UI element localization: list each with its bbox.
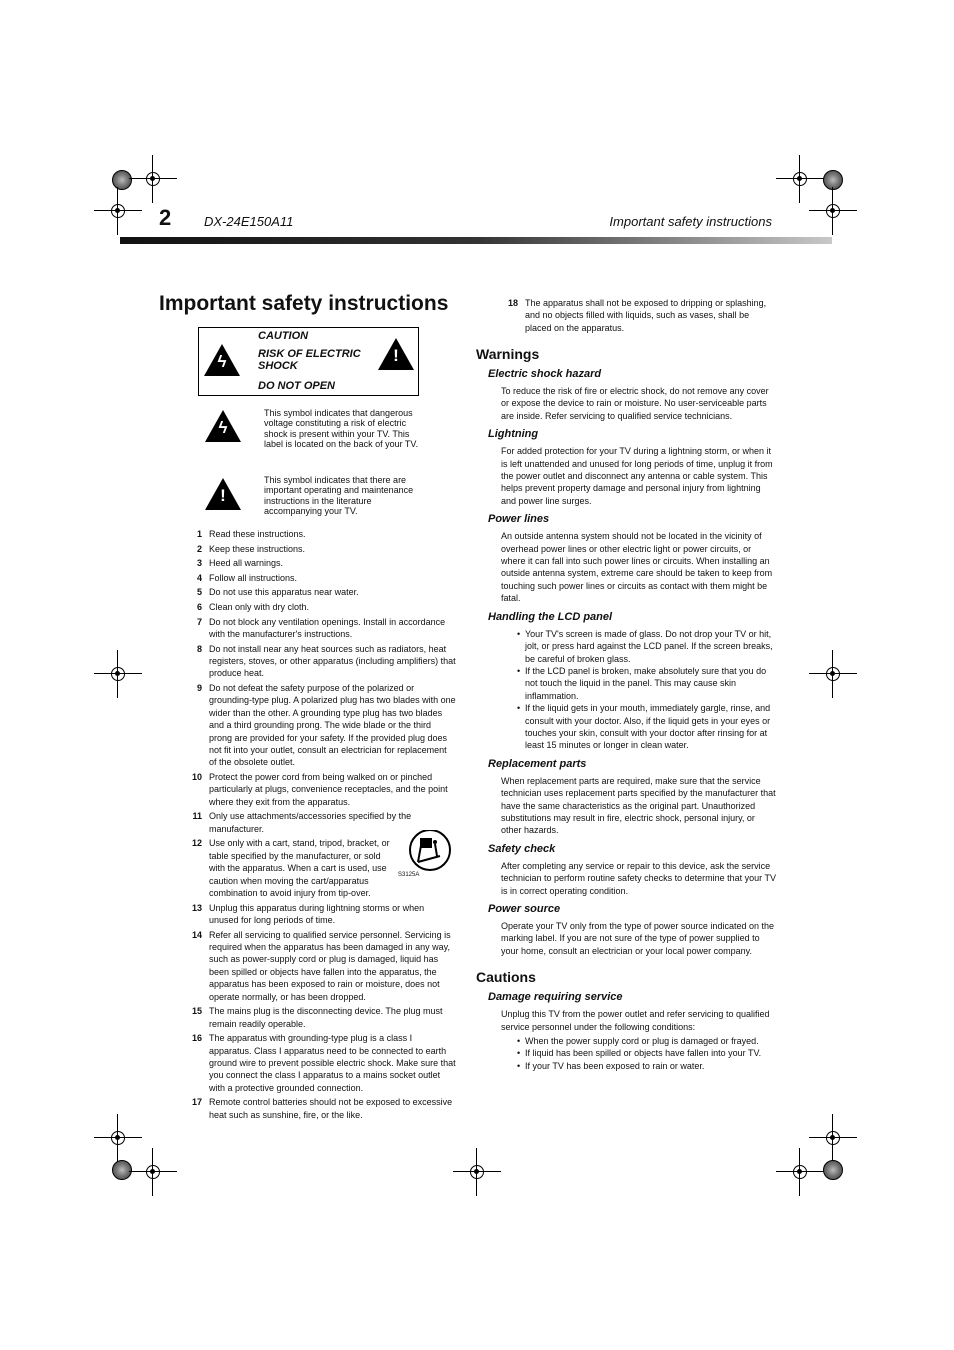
list-item: 4 Follow all instructions. [196,572,298,583]
power-source-heading: Power source [488,903,561,915]
power-lines-text: An outside antenna system should not be located in the vicinity of overhead power lines or other electric light or power circuits, or where it can fall into such power lines or circuits. When installing an outside antenna system, extreme care should be taken to keep from touching such power lines or circuits as contact with them might be fatal. [501,531,773,604]
damage-requiring-service-heading: Damage requiring service [488,991,623,1004]
list-item: 2 Keep these instructions. [196,543,306,554]
instruction-list-continued [502,297,774,336]
lightning-symbol-icon: ϟ [205,410,241,442]
instruction-list [186,528,456,1123]
list-item: 16 The apparatus with grounding-type plug is a class I apparatus. Class I apparatus need to be connected to earth ground wire to prevent possible electric shock. Make sure that you connect the class I apparatus to a mains socket outlet with a protective grounded connection. [191,1033,456,1093]
running-header-title: Important safety instructions [609,214,772,229]
caution-label-box [198,327,419,396]
crop-mark [788,167,812,191]
crop-mark [106,199,130,223]
power-lines-heading: Power lines [488,513,550,526]
list-item: 11 Only use attachments/accessories specified by the manufacturer. [192,811,412,834]
exclamation-warning-icon: ! [378,338,414,370]
cart-warning-icon [398,830,454,878]
registration-dot [823,170,843,190]
electric-shock-text: To reduce the risk of fire or electric shock, do not remove any cover or expose the device to rain or moisture. No user-serviceable parts are inside. Refer servicing to qualified service technicians. [501,386,769,421]
crop-mark [788,1160,812,1184]
cart-icon-label: S3125A [398,872,420,878]
registration-dot [823,1160,843,1180]
list-item: • When the power supply cord or plug is damaged or frayed. [517,1036,759,1047]
caution-label: CAUTION [258,330,309,342]
lightning-symbol-description: This symbol indicates that dangerous voltage constituting a risk of electric shock is present within your TV. This label is located on the back of your TV. [264,408,419,449]
crop-mark [106,1126,130,1150]
list-item: 7 Do not block any ventilation openings. Install in accordance with the manufacturer's instructions. [196,616,446,639]
list-item: 6 Clean only with dry cloth. [196,601,310,612]
lightning-warning-icon: ϟ [204,344,240,376]
exclamation-symbol-icon: ! [205,478,241,510]
crop-mark [821,662,845,686]
list-item: 18 The apparatus shall not be exposed to dripping or splashing, and no objects filled with liquids, such as vases, shall be placed on the apparatus. [507,298,767,333]
list-item: • If the LCD panel is broken, make absolutely sure that you do not touch the liquid in the panel. This may cause skin inflammation. [517,665,767,701]
list-item: 5 Do not use this apparatus near water. [196,587,359,598]
list-item: 10 Protect the power cord from being walked on or pinched particularly at plugs, convenience receptacles, and the point where they exit from the apparatus. [191,772,448,807]
list-item: 1 Read these instructions. [196,529,306,539]
list-item: 9 Do not defeat the safety purpose of the polarized or grounding-type plug. A polarized plug has two blades with one wider than the other. A grounding type plug has two blades and a third grounding prong. The wide blade or the third prong are provided for your safety. If the provided plug does not fit into your outlet, consult an electrician for replacement of the obsolete outlet. [196,682,456,768]
lcd-panel-heading: Handling the LCD panel [488,610,613,623]
page-number: 2 [159,205,172,230]
list-item: 3 Heed all warnings. [196,558,284,569]
model-number: DX-24E150A11 [204,214,294,229]
replacement-parts-text: When replacement parts are required, make sure that the service technician uses replacement parts specified by the manufacturer that have the same characteristics as the original part. Unauthorized substitutions may result in fire, electric shock, personal injury, or other hazards. [501,775,776,836]
list-item: • If liquid has been spilled or objects have fallen into your TV. [517,1048,762,1059]
do-not-open-label: DO NOT OPEN [258,380,336,392]
list-item: 15 The mains plug is the disconnecting device. The plug must remain readily operable. [191,1006,443,1029]
crop-mark [821,1126,845,1150]
list-item: 14 Refer all servicing to qualified service personnel. Servicing is required when the apparatus has been damaged in any way, such as power-supply cord or plug is damaged, liquid has been spilled or objects have fallen into the apparatus, the apparatus has been exposed to rain or moisture, does not operate normally, or has been dropped. [191,929,451,1002]
list-item: • If your TV has been exposed to rain or water. [517,1060,705,1071]
crop-mark [141,167,165,191]
crop-mark [141,1160,165,1184]
electric-shock-heading: Electric shock hazard [488,368,602,380]
list-item: 12 Use only with a cart, stand, tripod, bracket, or table specified by the manufacturer, or sold with the apparatus. When a cart is used, use caution when moving the cart/apparatus combination to avoid injury from tip-over. [191,838,390,899]
list-item: 13 Unplug this apparatus during lightning storms or when unused for long periods of time. [191,902,425,926]
damage-requiring-service-text: Unplug this TV from the power outlet and refer servicing to qualified service personnel under the following conditions: [501,1009,770,1032]
warnings-section [476,346,776,1072]
power-source-text: Operate your TV only from the type of power source indicated on the marking label. If you are not sure of the type of power supplied to your home, consult an electrician or your local power company. [501,921,774,956]
cautions-heading: Cautions [476,969,536,986]
crop-mark [465,1160,489,1184]
crop-mark [821,199,845,223]
registration-dot [112,170,132,190]
crop-mark [106,662,130,686]
replacement-parts-heading: Replacement parts [488,757,587,770]
lightning-heading: Lightning [488,428,539,441]
risk-label: RISK OF ELECTRIC SHOCK [258,348,361,372]
page-title: Important safety instructions [159,292,449,315]
registration-dot [112,1160,132,1180]
safety-check-heading: Safety check [488,842,556,855]
list-item: 8 Do not install near any heat sources such as radiators, heat registers, stoves, or other apparatus (including amplifiers) that produce heat. [196,643,456,679]
lightning-text: For added protection for your TV during a lightning storm, or when it is left unattended and unused for long periods of time, unplug it from the power outlet and disconnect any antenna or cable system. This helps prevent property damage and personal injury from lightning and power line surges. [501,446,773,506]
list-item: • Your TV's screen is made of glass. Do not drop your TV or hit, jolt, or press hard against the LCD panel. If the screen breaks, be careful of broken glass. [517,628,773,664]
warnings-heading: Warnings [476,346,540,362]
exclamation-symbol-description: This symbol indicates that there are important operating and maintenance instructions in the literature accompanying your TV. [264,475,414,516]
header-rule [120,237,832,244]
safety-check-text: After completing any service or repair to this device, ask the service technician to perform routine safety checks to determine that your TV is in correct operating condition. [501,860,776,896]
list-item: 17 Remote control batteries should not be exposed to excessive heat such as sunshine, fire, or the like. [191,1097,453,1120]
list-item: • If the liquid gets in your mouth, immediately gargle, rinse, and consult with your doctor. Also, if the liquid gets in your eyes or touches your skin, consult with your doctor after rinsing for at least 15 minutes or longer in clean water. [517,703,771,751]
